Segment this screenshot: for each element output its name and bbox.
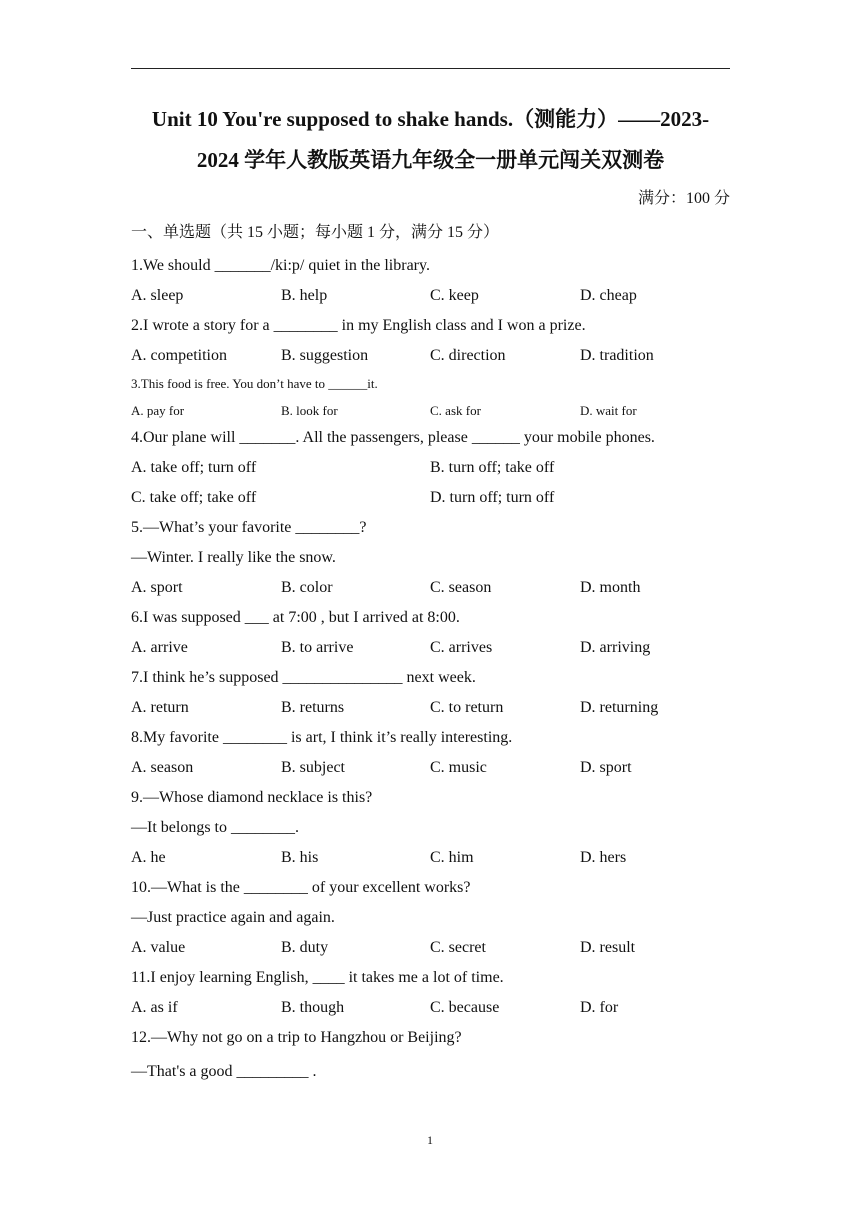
- question-3-option-A[interactable]: A. pay for: [131, 403, 185, 418]
- question-6-option-A[interactable]: A. arrive: [131, 639, 188, 656]
- question-5-stem: —Winter. I really like the snow.: [131, 549, 336, 566]
- document-title-line-2: 2024 学年人教版英语九年级全一册单元闯关双测卷: [196, 148, 665, 172]
- question-10-stem: 10.—What is the ________ of your excellent works?: [131, 879, 471, 896]
- question-12-stem: 12.—Why not go on a trip to Hangzhou or Beijing?: [131, 1029, 462, 1046]
- question-5-stem: 5.—What’s your favorite ________?: [131, 519, 367, 536]
- question-2-option-C[interactable]: C. direction: [430, 347, 506, 364]
- question-6-option-D[interactable]: D. arriving: [580, 639, 651, 656]
- question-4-option-C[interactable]: C. take off; take off: [131, 489, 257, 506]
- question-10-option-A[interactable]: A. value: [131, 939, 186, 956]
- question-3-option-C[interactable]: C. ask for: [430, 403, 481, 418]
- question-4-option-B[interactable]: B. turn off; take off: [430, 459, 555, 476]
- question-10-option-C[interactable]: C. secret: [430, 939, 486, 956]
- document-title-line-1: Unit 10 You're supposed to shake hands.（测能力）——2023-: [151, 107, 710, 131]
- section-heading: 一、单选题（共 15 小题；每小题 1 分，满分 15 分）: [131, 224, 500, 241]
- question-6-stem: 6.I was supposed ___ at 7:00 , but I arrived at 8:00.: [131, 609, 460, 626]
- question-11-option-A[interactable]: A. as if: [131, 999, 178, 1016]
- question-6-option-B[interactable]: B. to arrive: [281, 639, 354, 656]
- question-9-stem: —It belongs to ________.: [131, 819, 299, 836]
- question-5-option-A[interactable]: A. sport: [131, 579, 183, 596]
- question-11-option-B[interactable]: B. though: [281, 999, 345, 1016]
- question-11-stem: 11.I enjoy learning English, ____ it takes me a lot of time.: [131, 969, 504, 986]
- question-2-option-A[interactable]: A. competition: [131, 347, 227, 364]
- question-7-option-C[interactable]: C. to return: [430, 699, 504, 716]
- question-9-option-C[interactable]: C. him: [430, 849, 474, 866]
- question-7-option-D[interactable]: D. returning: [580, 699, 659, 716]
- total-score: 满分：100 分: [637, 190, 730, 207]
- question-10-option-D[interactable]: D. result: [580, 939, 636, 956]
- question-4-option-D[interactable]: D. turn off; turn off: [430, 489, 555, 506]
- question-2-option-B[interactable]: B. suggestion: [281, 347, 369, 364]
- question-9-option-D[interactable]: D. hers: [580, 849, 627, 866]
- question-4-option-A[interactable]: A. take off; turn off: [131, 459, 257, 476]
- question-8-option-C[interactable]: C. music: [430, 759, 487, 776]
- question-7-stem: 7.I think he’s supposed _______________ next week.: [131, 669, 476, 686]
- question-2-option-D[interactable]: D. tradition: [580, 347, 654, 364]
- question-7-option-B[interactable]: B. returns: [281, 699, 345, 716]
- question-3-stem: 3.This food is free. You don’t have to ______it.: [131, 376, 378, 391]
- page-number: 1: [427, 1133, 433, 1147]
- question-1-option-B[interactable]: B. help: [281, 287, 328, 304]
- question-5-option-D[interactable]: D. month: [580, 579, 641, 596]
- question-12-stem: —That's a good _________ .: [131, 1063, 317, 1080]
- question-1-option-D[interactable]: D. cheap: [580, 287, 637, 304]
- question-9-stem: 9.—Whose diamond necklace is this?: [131, 789, 373, 806]
- question-1-option-A[interactable]: A. sleep: [131, 287, 184, 304]
- question-6-option-C[interactable]: C. arrives: [430, 639, 493, 656]
- question-7-option-A[interactable]: A. return: [131, 699, 189, 716]
- question-10-stem: —Just practice again and again.: [131, 909, 335, 926]
- question-8-option-D[interactable]: D. sport: [580, 759, 632, 776]
- header-rule: [131, 68, 730, 69]
- question-9-option-A[interactable]: A. he: [131, 849, 166, 866]
- question-8-option-B[interactable]: B. subject: [281, 759, 345, 776]
- question-11-option-C[interactable]: C. because: [430, 999, 500, 1016]
- question-2-stem: 2.I wrote a story for a ________ in my English class and I won a prize.: [131, 317, 586, 334]
- question-4-stem: 4.Our plane will _______. All the passengers, please ______ your mobile phones.: [131, 429, 655, 446]
- question-1-option-C[interactable]: C. keep: [430, 287, 479, 304]
- question-9-option-B[interactable]: B. his: [281, 849, 319, 866]
- question-5-option-B[interactable]: B. color: [281, 579, 333, 596]
- question-3-option-B[interactable]: B. look for: [281, 403, 338, 418]
- question-8-option-A[interactable]: A. season: [131, 759, 194, 776]
- question-3-option-D[interactable]: D. wait for: [580, 403, 637, 418]
- question-11-option-D[interactable]: D. for: [580, 999, 619, 1016]
- question-5-option-C[interactable]: C. season: [430, 579, 492, 596]
- question-8-stem: 8.My favorite ________ is art, I think it’s really interesting.: [131, 729, 513, 746]
- question-1-stem: 1.We should _______/ki:p/ quiet in the library.: [131, 257, 430, 274]
- question-10-option-B[interactable]: B. duty: [281, 939, 329, 956]
